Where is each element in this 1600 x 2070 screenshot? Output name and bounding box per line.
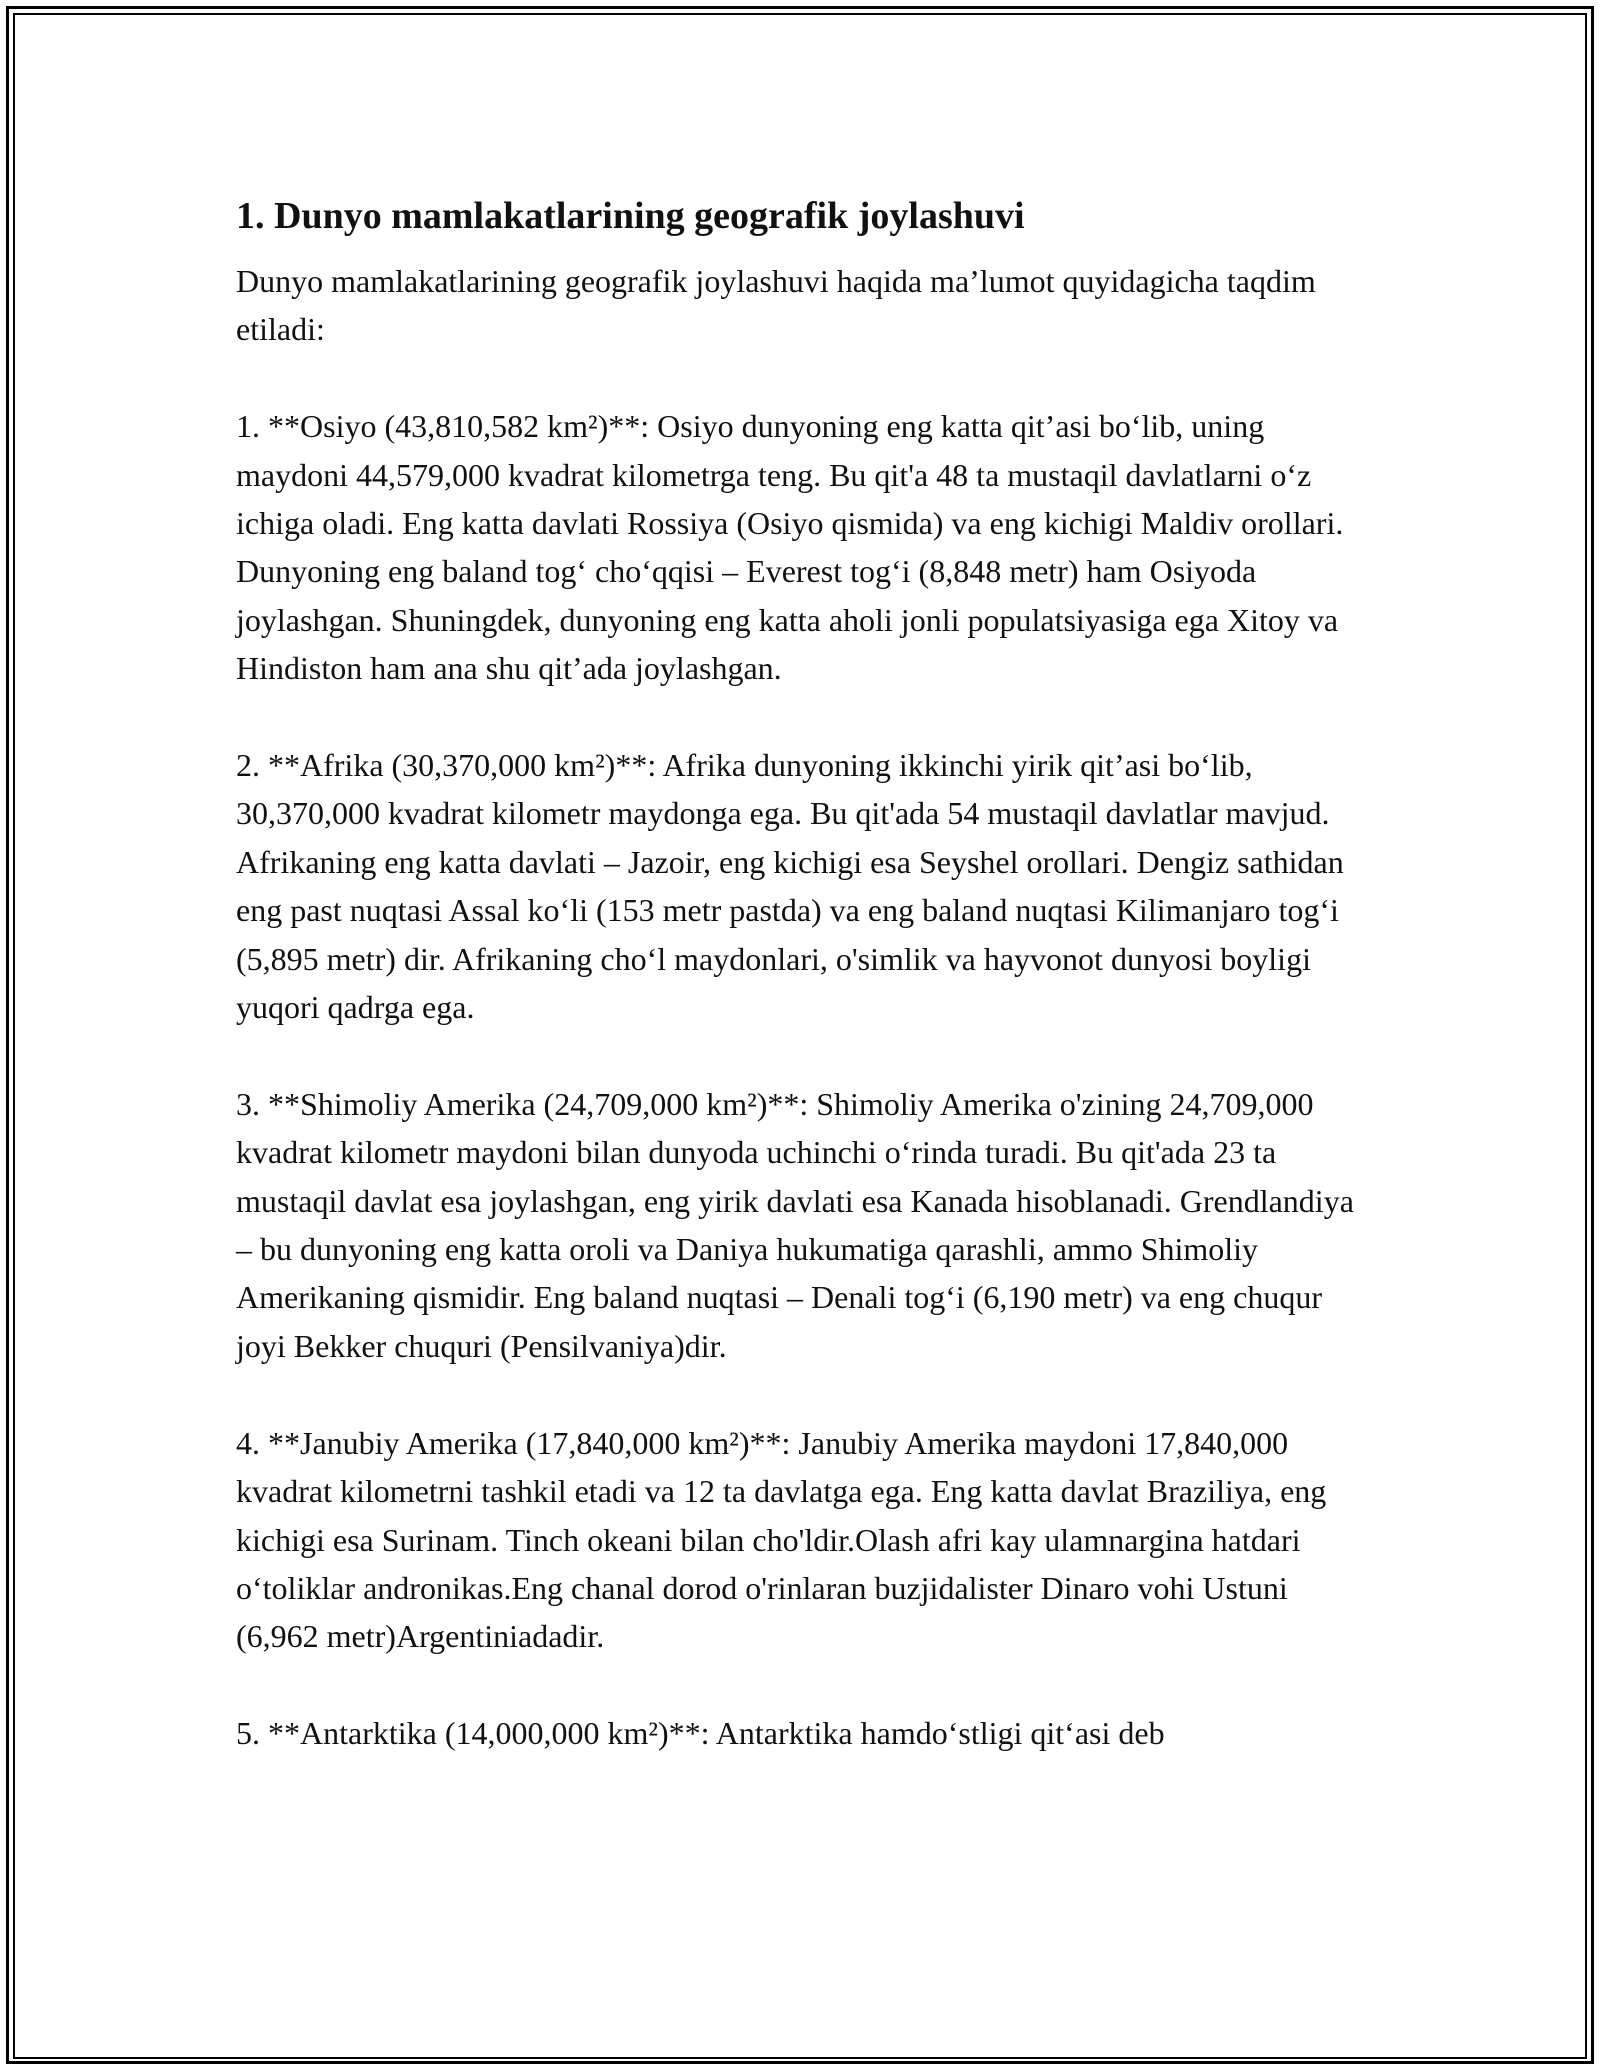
paragraph-asia: 1. **Osiyo (43,810,582 km²)**: Osiyo dunyoning eng katta qit’asi bo‘lib, uning maydoni 44,579,000 kvadrat kilometrga teng. Bu qit'a 48 ta mustaqil davlatlarni o‘z ichiga oladi. Eng katta davlati Rossiya (Osiyo qismida) va eng kichigi Maldiv orollari. Dunyoning eng baland tog‘ cho‘qqisi – Everest tog‘i (8,848 metr) ham Osiyoda joylashgan. Shuningdek, dunyoning eng katta aholi jonli populatsiyasiga ega Xitoy va Hindiston ham ana shu qit’ada joylashgan. <box>236 408 1344 687</box>
intro-paragraph: Dunyo mamlakatlarining geografik joylashuvi haqida ma’lumot quyidagicha taqdim etiladi: <box>236 263 1316 348</box>
page-title: 1. Dunyo mamlakatlarining geografik joylashuvi <box>236 195 1025 237</box>
paragraph-africa: 2. **Afrika (30,370,000 km²)**: Afrika dunyoning ikkinchi yirik qit’asi bo‘lib, 30,370,000 kvadrat kilometr maydonga ega. Bu qit'ada 54 mustaqil davlatlar mavjud. Afrikaning eng katta davlati – Jazoir, eng kichigi esa Seyshel orollari. Dengiz sathidan eng past nuqtasi Assal ko‘li (153 metr pastda) va eng baland nuqtasi Kilimanjaro tog‘i (5,895 metr) dir. Afrikaning cho‘l maydonlari, o'simlik va hayvonot dunyosi boyligi yuqori qadrga ega. <box>236 747 1344 1026</box>
document-body <box>236 185 1366 1806</box>
paragraph-north-america: 3. **Shimoliy Amerika (24,709,000 km²)**: Shimoliy Amerika o'zining 24,709,000 kvadrat kilometr maydoni bilan dunyoda uchinchi o‘rinda turadi. Bu qit'ada 23 ta mustaqil davlat esa joylashgan, eng yirik davlati esa Kanada hisoblanadi. Grendlandiya – bu dunyoning eng katta oroli va Daniya hukumatiga qarashli, ammo Shimoliy Amerikaning qismidir. Eng baland nuqtasi – Denali tog‘i (6,190 metr) va eng chuqur joyi Bekker chuquri (Pensilvaniya)dir. <box>236 1085 1354 1364</box>
paragraph-antarctica: 5. **Antarktika (14,000,000 km²)**: Antarktika hamdo‘stligi qit‘asi deb <box>236 1715 1165 1752</box>
paragraph-south-america: 4. **Janubiy Amerika (17,840,000 km²)**: Janubiy Amerika maydoni 17,840,000 kvadrat kilometrni tashkil etadi va 12 ta davlatga ega. Eng katta davlat Braziliya, eng kichigi esa Surinam. Tinch okeani bilan cho'ldir.Olash afri kay ulamnargina hatdari o‘toliklar andronikas.Eng chanal dorod o'rinlaran buzjidalister Dinaro vohi Ustuni (6,962 metr)Argentiniadadir. <box>236 1424 1327 1655</box>
